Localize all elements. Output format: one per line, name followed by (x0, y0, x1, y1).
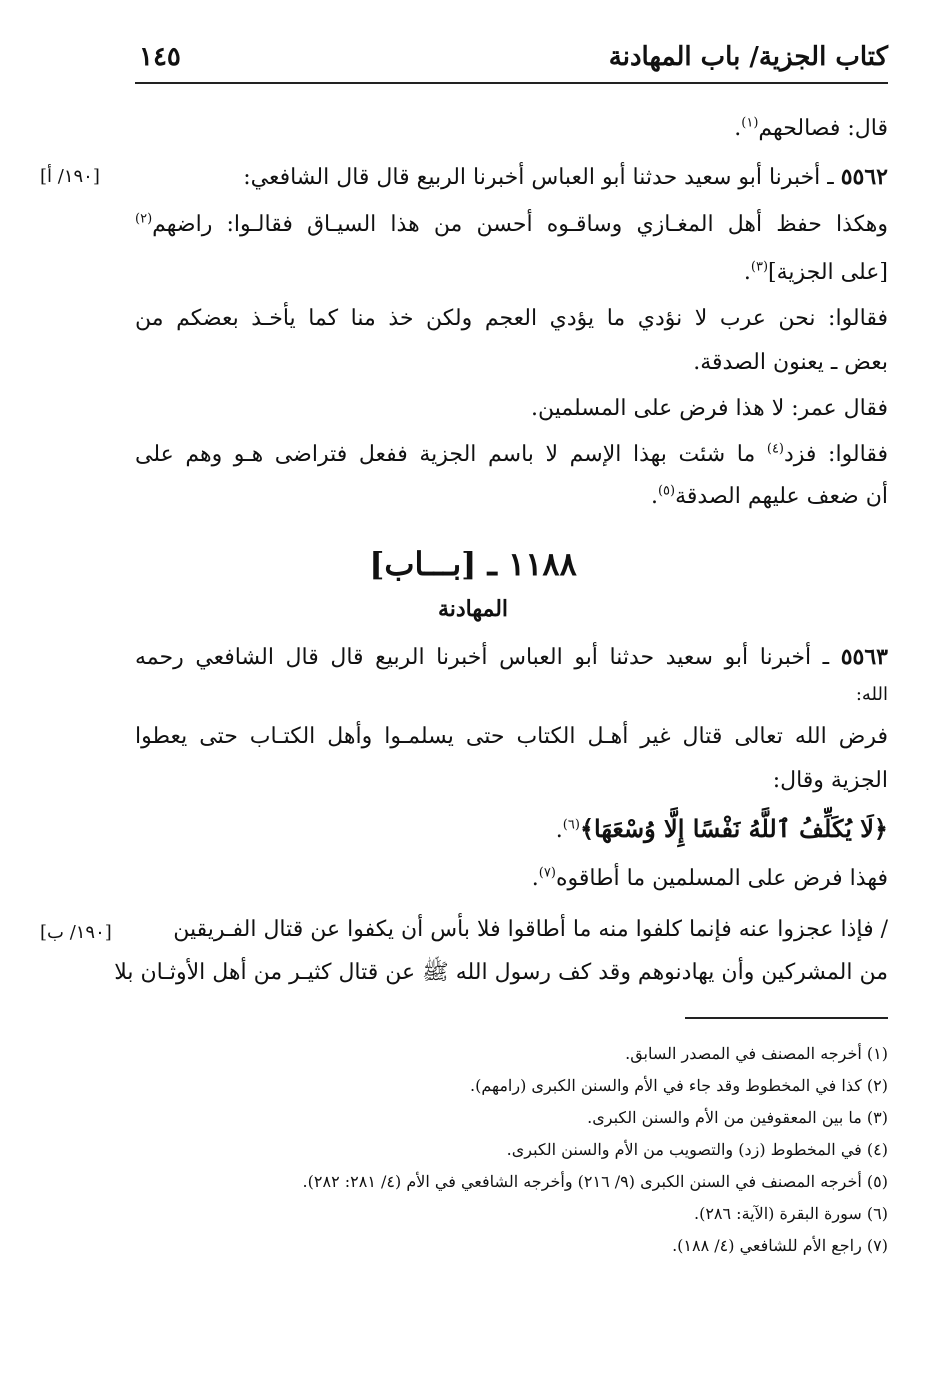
header-title: كتاب الجزية/ باب المهادنة (608, 42, 888, 72)
entry-number: ٥٥٦٢ (840, 164, 888, 190)
text-span: ـ أخبرنا أبو سعيد حدثنا أبو العباس أخبرنا الربيع قال قال الشافعي: (243, 165, 841, 190)
text-line (734, 112, 888, 146)
footnote-ref: (٧) (538, 865, 556, 881)
page-number: ١٤٥ (139, 42, 181, 72)
text-span: [على الجزية] (768, 260, 888, 285)
text-line (135, 208, 888, 242)
text-line (173, 913, 888, 947)
text-span: فقال عمر: لا هذا فرض على المسلمين. (530, 396, 888, 421)
text-span: الجزية وقال: (772, 768, 888, 793)
running-header (135, 38, 888, 84)
text-span: قال: فصالحهم (758, 116, 888, 141)
footnote-divider (685, 1017, 888, 1019)
text-line (532, 862, 888, 896)
footnote-ref: (٥) (657, 483, 676, 499)
text-span: . (734, 116, 742, 141)
text-line (135, 302, 888, 336)
text-span: أن ضعف عليهم الصدقة (675, 484, 888, 509)
verse-text: ﴿لَا يُكَلِّفُ ٱللَّهُ نَفْسًا إِلَّا وُسْعَهَا﴾ (579, 814, 888, 843)
footnote: (٥) أخرجه المصنف في السنن الكبرى (٩/ ٢١٦) وأخرجه الشافعي في الأم (٤/ ٢٨١: ٢٨٢). (302, 1172, 888, 1191)
text-line (531, 392, 888, 426)
text-span: الله: (855, 684, 888, 705)
footnote: (٦) سورة البقرة (الآية: ٢٨٦). (693, 1204, 888, 1223)
footnote: (١) أخرجه المصنف في المصدر السابق. (625, 1044, 888, 1063)
footnote-ref: (٦) (562, 817, 580, 833)
footnote: (٧) راجع الأم للشافعي (٤/ ١٨٨). (672, 1236, 888, 1255)
footnote: (٤) في المخطوط (زد) والتصويب من الأم والسنن الكبرى. (506, 1140, 888, 1159)
text-span: ـ أخبرنا أبو سعيد حدثنا أبو العباس أخبرنا الربيع قال قال الشافعي رحمه (135, 645, 841, 670)
text-span: فرض الله تعالى قتال غير أهـل الكتاب حتى يسلمـوا وأهل الكتـاب حتى يعطوا (135, 724, 888, 749)
quran-verse (556, 812, 888, 848)
text-line (744, 256, 888, 290)
text-line (651, 480, 888, 514)
text-span: من المشركين وأن يهادنوهم وقد كف رسول الله ﷺ عن قتال كثيـر من أهل الأوثـان بلا (114, 960, 888, 985)
entry-number: ٥٥٦٣ (840, 644, 888, 670)
text-span: . (531, 866, 539, 891)
text-line (135, 640, 888, 675)
text-span: / فإذا عجزوا عنه فإنما كلفوا منه ما أطاقوا فلا بأس أن يكفوا عن قتال الفـريقين (173, 917, 888, 942)
text-span: وهكذا حفظ أهل المغـازي وساقـوه أحسن من هذا السيـاق فقالـوا: راضهم (152, 212, 888, 237)
text-line (243, 160, 888, 195)
footnote-ref: (٣) (750, 259, 769, 275)
text-span: فقالوا: فزد (784, 442, 888, 467)
footnote-ref: (١) (741, 115, 759, 131)
footnote-ref: (٢) (135, 211, 153, 227)
text-line (135, 720, 888, 754)
text-span: فهذا فرض على المسلمين ما أطاقوه (555, 866, 888, 891)
footnote: (٢) كذا في المخطوط وقد جاء في الأم والسنن الكبرى (رامهم). (470, 1076, 888, 1095)
footnote: (٣) ما بين المعقوفين من الأم والسنن الكبرى. (587, 1108, 888, 1127)
text-span: . (743, 260, 751, 285)
text-line (135, 438, 888, 472)
text-line (114, 956, 888, 990)
text-line (856, 678, 888, 712)
chapter-subheading: المهادنة (437, 596, 509, 622)
text-span: . (555, 818, 563, 843)
text-span: ما شئت بهذا الإسم لا باسم الجزية ففعل فتراضى هـو وهم على (135, 442, 767, 467)
manuscript-folio-note: [١٩٠/ ب] (40, 922, 112, 943)
text-span: . (650, 484, 658, 509)
footnote-ref: (٤) (766, 441, 784, 457)
text-span: فقالوا: نحن عرب لا نؤدي ما يؤدي العجم ولكن خذ منا كما يأخـذ بعضكم من (135, 306, 888, 331)
text-line (693, 346, 888, 380)
manuscript-folio-note: [١٩٠/ أ] (40, 166, 100, 187)
text-line (773, 764, 888, 798)
text-span: بعض ـ يعنون الصدقة. (693, 350, 888, 375)
chapter-heading: ١١٨٨ ـ [بـــاب] (369, 545, 577, 583)
